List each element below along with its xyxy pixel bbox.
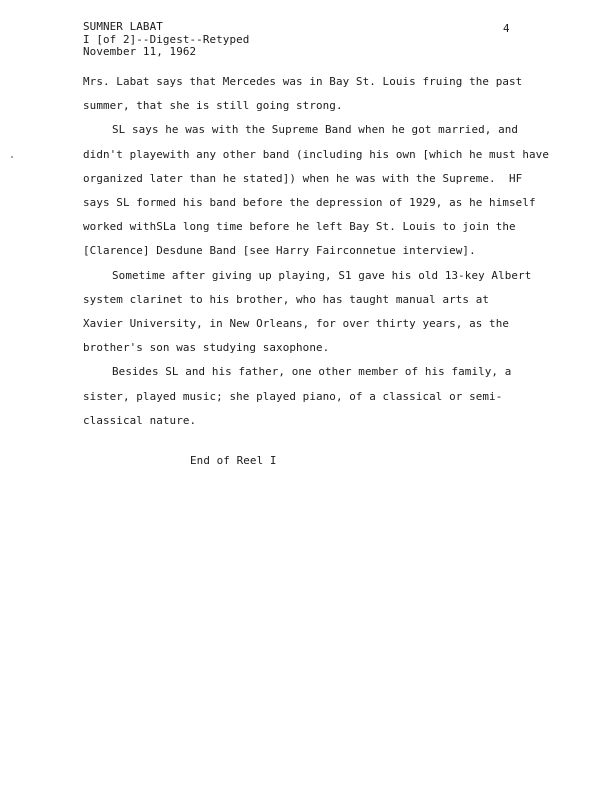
document-body: [83, 70, 593, 433]
text-line: summer, that she is still going strong.: [83, 99, 343, 113]
paragraph: [83, 70, 593, 118]
text-line: system clarinet to his brother, who has taught manual arts at: [83, 292, 490, 306]
end-of-reel-note: End of Reel I: [190, 454, 277, 467]
text-line: organized later than he stated]) when he was with the Supreme. HF: [83, 171, 523, 185]
paragraph: [83, 264, 593, 361]
scan-speck: [11, 156, 13, 158]
document-header: [83, 21, 249, 59]
text-line: worked withSLa long time before he left Bay St. Louis to join the: [83, 220, 516, 234]
text-line: sister, played music; she played piano, of a classical or semi-: [83, 389, 503, 403]
text-line: didn't playewith any other band (including his own [which he must have: [83, 147, 549, 161]
page-number: 4: [503, 22, 510, 35]
text-line: SL says he was with the Supreme Band when he got married, and: [112, 123, 519, 137]
text-line: Mrs. Labat says that Mercedes was in Bay St. Louis fruing the past: [83, 75, 523, 88]
interview-date: November 11, 1962: [83, 45, 197, 58]
text-line: Besides SL and his father, one other member of his family, a: [112, 365, 512, 379]
interviewee-name: SUMNER LABAT: [83, 20, 163, 33]
reel-info: I [of 2]--Digest--Retyped: [83, 32, 250, 46]
paragraph: [83, 118, 593, 263]
text-line: [Clarence] Desdune Band [see Harry Fairconnetue interview].: [83, 244, 476, 258]
text-line: says SL formed his band before the depression of 1929, as he himself: [83, 196, 536, 210]
text-line: brother's son was studying saxophone.: [83, 341, 330, 355]
text-line: Sometime after giving up playing, S1 gave his old 13-key Albert: [112, 268, 532, 282]
text-line: Xavier University, in New Orleans, for over thirty years, as the: [83, 317, 510, 331]
text-line: classical nature.: [83, 413, 197, 427]
paragraph: [83, 360, 593, 433]
